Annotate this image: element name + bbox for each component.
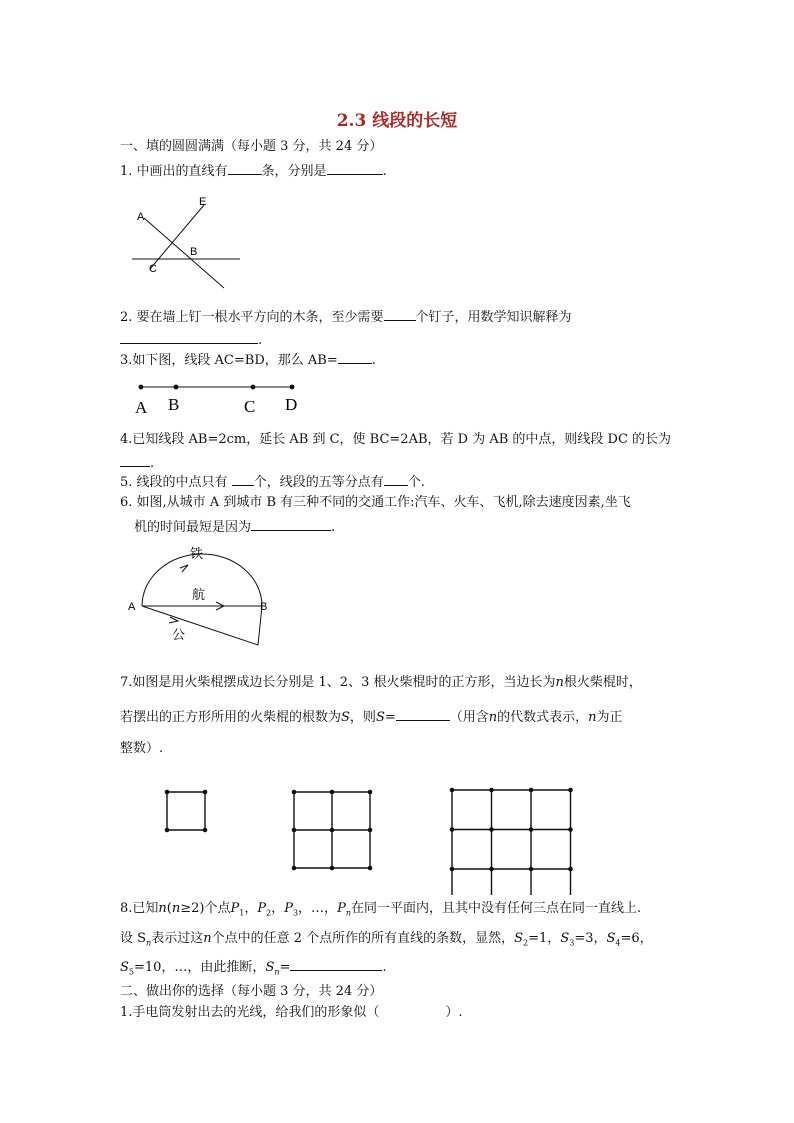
question-8-end: $S_5=10$，…，由此推断，$S_n=$ .	[120, 957, 387, 982]
answer-blank[interactable]	[251, 517, 331, 531]
label-E: E	[199, 196, 207, 208]
matchstick-head	[330, 790, 335, 795]
question-1: 1. 中画出的直线有 条，分别是 .	[120, 161, 387, 181]
label-rail: 铁	[190, 546, 204, 561]
figure-routes	[120, 540, 280, 652]
label-A: A	[128, 601, 136, 613]
matchstick-head	[489, 827, 494, 832]
matchstick-head	[165, 790, 170, 795]
question-5: 5. 线段的中点只有 个，线段的五等分点有 个.	[120, 472, 425, 492]
answer-blank[interactable]	[338, 350, 372, 364]
question-8: 8.已知n(n≥2)个点$P_1$，$P_2$，$P_3$，…，$P_n$在同一平面内，且其中没有任何三点在同一直线上.	[120, 901, 642, 918]
matchstick-head	[203, 828, 208, 833]
matchstick-head	[330, 866, 335, 871]
square-3x3	[450, 788, 573, 895]
answer-blank[interactable]	[327, 161, 383, 175]
matchstick-head	[368, 790, 373, 795]
answer-blank[interactable]	[290, 957, 382, 971]
matchstick-head	[292, 866, 297, 871]
matchstick-head	[292, 790, 297, 795]
question-2-cont: .	[120, 330, 262, 350]
answer-blank[interactable]	[232, 472, 254, 486]
point-C	[251, 385, 256, 390]
matchstick-head	[450, 788, 455, 793]
label-B: B	[260, 601, 268, 613]
figure-matchstick-squares	[160, 785, 580, 895]
answer-blank[interactable]	[228, 161, 262, 175]
question-6: 6. 如图,从城市 A 到城市 B 有三种不同的交通工作:汽车、火车、飞机,除去速度因素,坐飞	[120, 495, 631, 510]
matchstick-head	[330, 828, 335, 833]
answer-blank[interactable]	[384, 307, 416, 321]
matchstick-head	[529, 827, 534, 832]
figure-lines-abc	[120, 188, 250, 293]
question-7: 7.如图是用火柴棍摆成边长分别是 1、2、3 根火柴棍时的正方形，当边长为n根火柴棍时，	[120, 675, 642, 690]
matchstick-head	[292, 828, 297, 833]
label-B: B	[168, 395, 180, 414]
label-B: B	[190, 246, 198, 258]
point-B	[174, 385, 179, 390]
question-3: 3.如下图，线段 AC=BD，那么 AB= .	[120, 350, 376, 370]
label-D: D	[285, 395, 298, 414]
label-C: C	[244, 397, 256, 416]
point-D	[290, 385, 295, 390]
page-title: 2.3 线段的长短	[336, 111, 458, 131]
label-road: 公	[172, 627, 186, 642]
matchstick-head	[568, 827, 573, 832]
matchstick-head	[368, 828, 373, 833]
part-2-question-1: 1.手电筒发射出去的光线，给我们的形象似（ ）.	[120, 1005, 463, 1020]
question-7-end: 整数）.	[120, 741, 164, 756]
matchstick-head	[529, 788, 534, 793]
matchstick-head	[165, 828, 170, 833]
question-6-cont: 机的时间最短是因为 .	[134, 517, 335, 537]
label-A: A	[137, 211, 145, 223]
question-7-cont: 若摆出的正方形所用的火柴棍的根数为S，则S= （用含n的代数式表示，n为正	[120, 707, 623, 727]
question-4: 4.已知线段 AB=2cm，延长 AB 到 C，使 BC=2AB，若 D 为 AB 的中点，则线段 DC 的长为	[120, 432, 672, 447]
question-2: 2. 要在墙上钉一根水平方向的木条，至少需要 个钉子，用数学知识解释为	[120, 307, 572, 327]
figure-segment-abcd	[130, 376, 310, 420]
matchstick-head	[489, 788, 494, 793]
matchstick-head	[568, 867, 573, 872]
section-2-heading: 二、做出你的选择（每小题 3 分，共 24 分）	[120, 984, 383, 999]
route-road	[142, 606, 262, 645]
arrow-rail	[180, 565, 188, 572]
square-1x1	[165, 790, 208, 833]
answer-blank[interactable]	[120, 330, 258, 344]
matchstick-head	[529, 867, 534, 872]
matchstick-head	[450, 827, 455, 832]
label-air: 航	[192, 587, 206, 602]
matchstick-head	[568, 788, 573, 793]
section-1-heading: 一、填的圆圆满满（每小题 3 分，共 24 分）	[120, 139, 383, 154]
question-8-cont: 设 $S_n$表示过这n个点中的任意 2 个点所作的所有直线的条数，显然，$S_2=1$，$S_3=3$，$S_4=6$，	[120, 931, 653, 948]
label-A: A	[135, 398, 148, 417]
answer-blank[interactable]	[120, 453, 150, 467]
matchstick-head	[368, 866, 373, 871]
answer-blank[interactable]	[396, 707, 450, 721]
matchstick-head	[489, 867, 494, 872]
label-C: C	[149, 263, 157, 275]
question-4-cont: .	[120, 453, 154, 473]
point-A	[139, 385, 144, 390]
square-2x2	[292, 790, 373, 871]
answer-blank[interactable]	[384, 472, 408, 486]
matchstick-head	[203, 790, 208, 795]
matchstick-head	[450, 867, 455, 872]
